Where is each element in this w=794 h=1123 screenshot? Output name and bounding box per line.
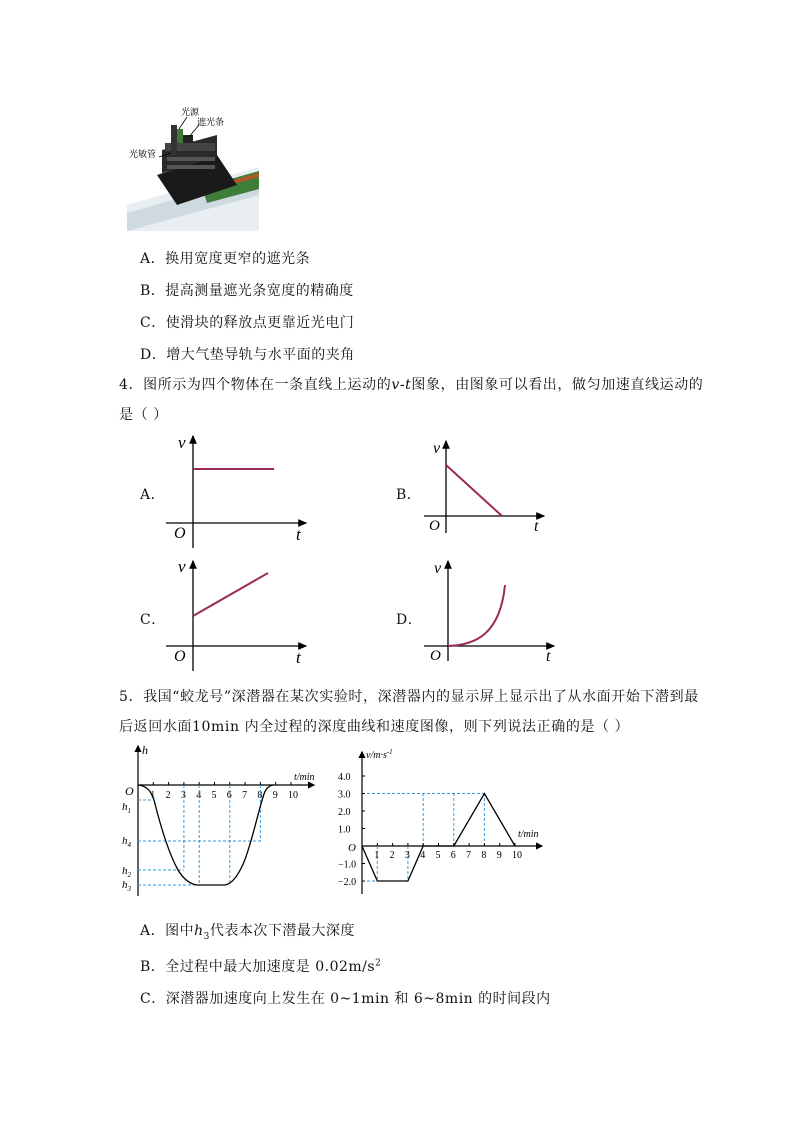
q5-stem-line2: 后返回水面10min 内全过程的深度曲线和速度图像，则下列说法正确的是（ ） xyxy=(119,719,630,735)
photogate-photo xyxy=(127,105,259,231)
axis-v: v xyxy=(433,440,441,457)
axis-t: t xyxy=(296,648,301,667)
velocity-xlabel: t/min xyxy=(518,829,539,840)
q4-option-d-label[interactable]: D． xyxy=(396,612,423,628)
velocity-x-tick-label: 6 xyxy=(450,850,456,861)
depth-xlabel: t/min xyxy=(294,772,315,783)
velocity-y-tick-label: 3.0 xyxy=(338,789,351,801)
axis-v: v xyxy=(178,433,186,452)
q5-stem-line1: 5．我国“蛟龙号”深潜器在某次实验时，深潜器内的显示屏上显示出了从水面开始下潜到最 xyxy=(119,689,699,705)
axis-o: O xyxy=(430,648,441,664)
photogate-illustration xyxy=(127,105,259,231)
label-h1: $h_1$ xyxy=(122,801,131,815)
depth-tick-label: 8 xyxy=(257,790,263,801)
depth-tick-label: 10 xyxy=(288,790,298,801)
depth-tick-label: 5 xyxy=(211,790,217,801)
axis-o: O xyxy=(429,518,440,534)
label-h2: $h_2$ xyxy=(122,865,131,879)
q5-b-sup: 2 xyxy=(375,958,382,969)
label-h4: $h_4$ xyxy=(122,835,131,849)
depth-tick-label: 9 xyxy=(272,790,278,801)
axis-t: t xyxy=(534,518,539,535)
velocity-x-tick-label: 3 xyxy=(404,850,410,861)
axis-o: O xyxy=(174,525,186,542)
velocity-origin: O xyxy=(348,842,356,854)
q4-option-c-label[interactable]: C． xyxy=(140,612,166,628)
depth-tick-label: 1 xyxy=(150,790,156,801)
velocity-x-tick-label: 1 xyxy=(374,850,380,861)
velocity-chart xyxy=(336,742,550,897)
depth-ylabel: h xyxy=(142,743,148,757)
q5-option-a[interactable] xyxy=(140,920,355,942)
velocity-y-tick-label: 2.0 xyxy=(338,807,351,818)
q4-stem-line1 xyxy=(119,374,703,394)
depth-tick-label: 3 xyxy=(180,790,186,801)
label-light-source: 光源 xyxy=(181,108,200,118)
q4-stem-line2: 是（ ） xyxy=(119,407,168,423)
q4-option-b-label[interactable]: B． xyxy=(396,487,422,503)
q4-graph-d xyxy=(420,555,560,665)
velocity-y-tick-label: 4.0 xyxy=(338,772,351,783)
depth-tick-label: 6 xyxy=(226,790,232,801)
q4-stem-text: 4．图所示为四个物体在一条直线上运动的 xyxy=(119,377,392,393)
graph-c-line xyxy=(193,573,268,616)
q5-option-b[interactable] xyxy=(140,956,381,976)
velocity-x-tick-label: 5 xyxy=(435,850,441,861)
q4-graph-c xyxy=(160,555,320,673)
q4-graph-a xyxy=(160,430,320,550)
graph-b-line xyxy=(446,465,502,516)
velocity-x-tick-label: 2 xyxy=(389,850,395,861)
q4-graph-b xyxy=(420,435,550,535)
label-h3: $h_3$ xyxy=(122,879,131,893)
velocity-x-tick-label: 9 xyxy=(496,850,502,861)
axis-v: v xyxy=(434,560,442,577)
velocity-y-ticks xyxy=(338,772,365,888)
q5-a-sub: 3 xyxy=(203,931,210,942)
velocity-ylabel: $v/m\cdot s^{-1}$ xyxy=(366,748,393,761)
q4-option-a-label[interactable]: A． xyxy=(140,487,166,503)
label-photosensor: 光敏管 xyxy=(129,150,157,160)
velocity-guide-lines xyxy=(362,794,487,882)
velocity-x-tick-label: 8 xyxy=(481,850,487,861)
graph-d-curve xyxy=(448,585,505,646)
q3-option-a[interactable]: A．换用宽度更窄的遮光条 xyxy=(140,251,311,267)
velocity-x-tick-label: 7 xyxy=(466,850,472,861)
q4-vt-symbol: v-t xyxy=(391,377,412,393)
velocity-x-tick-label: 10 xyxy=(512,850,522,861)
axis-t: t xyxy=(546,648,551,665)
q3-option-c[interactable]: C．使滑块的释放点更靠近光电门 xyxy=(140,315,355,331)
q5-option-c[interactable]: C．深潜器加速度向上发生在 0~1min 和 6~8min 的时间段内 xyxy=(140,991,551,1007)
q5-a-text: A．图中 xyxy=(140,923,195,939)
velocity-x-tick-label: 4 xyxy=(420,850,426,861)
depth-origin: O xyxy=(125,784,134,798)
q5-a-text-2: 代表本次下潜最大深度 xyxy=(209,923,355,939)
q3-option-d[interactable]: D．增大气垫导轨与水平面的夹角 xyxy=(140,347,355,363)
depth-tick-label: 2 xyxy=(165,790,171,801)
axis-o: O xyxy=(174,648,186,665)
velocity-y-tick-label: −1.0 xyxy=(338,859,357,871)
q5-a-h: h xyxy=(194,923,204,939)
depth-tick-label: 4 xyxy=(196,790,202,801)
axis-v: v xyxy=(178,557,186,576)
velocity-y-tick-label: 1.0 xyxy=(338,824,351,836)
q4-stem-text-2: 图象，由图象可以看出，做匀加速直线运动的 xyxy=(411,377,704,393)
velocity-line xyxy=(362,794,515,882)
depth-tick-label: 7 xyxy=(242,790,248,801)
q3-option-b[interactable]: B．提高测量遮光条宽度的精确度 xyxy=(140,283,354,299)
q5-b-text: B．全过程中最大加速度是 0.02m/s xyxy=(140,959,376,975)
label-shading-strip: 遮光条 xyxy=(197,118,225,128)
depth-chart xyxy=(118,742,326,902)
axis-t: t xyxy=(296,525,301,544)
velocity-y-tick-label: −2.0 xyxy=(338,877,357,888)
